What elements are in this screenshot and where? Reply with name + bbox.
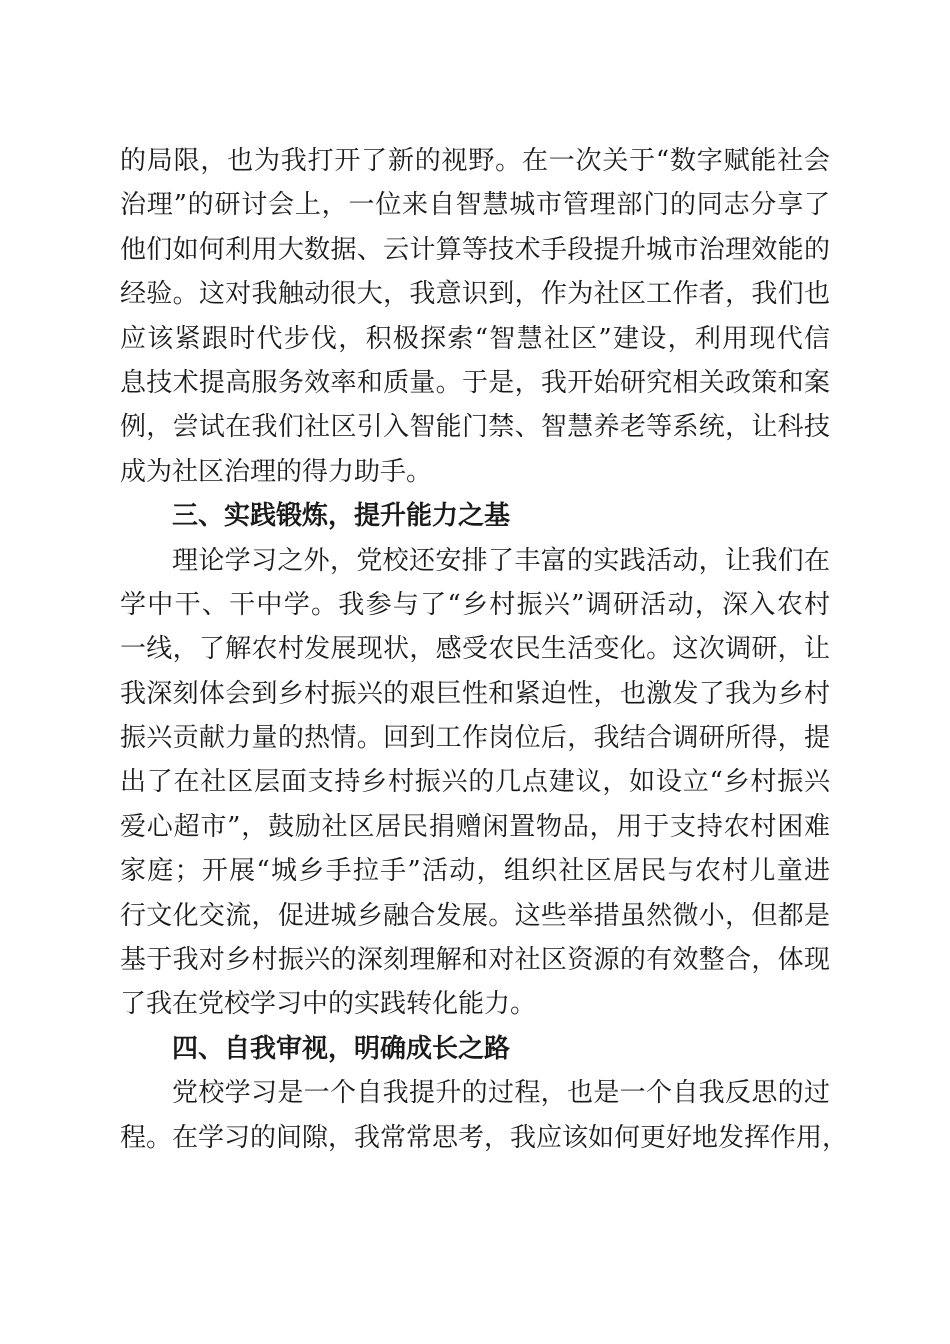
text-line: 一线，了解农村发展现状，感受农民生活变化。这次调研，让 (120, 634, 830, 665)
text-line: 应该紧跟时代步伐，积极探索“智慧社区”建设，利用现代信 (120, 323, 830, 354)
text-line: 出了在社区层面支持乡村振兴的几点建议，如设立“乡村振兴 (120, 767, 830, 798)
text-line: 例，尝试在我们社区引入智能门禁、智慧养老等系统，让科技 (120, 412, 830, 443)
text-line: 息技术提高服务效率和质量。于是，我开始研究相关政策和案 (120, 367, 830, 398)
text-line: 的局限，也为我打开了新的视野。在一次关于“数字赋能社会 (120, 146, 830, 176)
text-line: 了我在党校学习中的实践转化能力。 (120, 989, 537, 1020)
document-body (120, 139, 849, 1160)
text-line: 理论学习之外，党校还安排了丰富的实践活动，让我们在 (172, 545, 830, 576)
text-line: 家庭；开展“城乡手拉手”活动，组织社区居民与农村儿童进 (120, 856, 830, 887)
section-heading-4: 四、自我审视，明确成长之路 (172, 1033, 511, 1064)
section-heading-3: 三、实践锻炼，提升能力之基 (172, 501, 511, 532)
text-line: 经验。这对我触动很大，我意识到，作为社区工作者，我们也 (120, 279, 830, 310)
text-line: 程。在学习的间隙，我常常思考，我应该如何更好地发挥作用， (120, 1122, 849, 1153)
text-line: 成为社区治理的得力助手。 (120, 456, 433, 487)
text-line: 他们如何利用大数据、云计算等技术手段提升城市治理效能的 (120, 234, 830, 265)
text-line: 振兴贡献力量的热情。回到工作岗位后，我结合调研所得，提 (120, 723, 830, 754)
text-line: 基于我对乡村振兴的深刻理解和对社区资源的有效整合，体现 (120, 945, 830, 976)
text-line: 学中干、干中学。我参与了“乡村振兴”调研活动，深入农村 (120, 589, 830, 620)
text-line: 行文化交流，促进城乡融合发展。这些举措虽然微小，但都是 (120, 900, 830, 931)
text-line: 我深刻体会到乡村振兴的艰巨性和紧迫性，也激发了我为乡村 (120, 678, 830, 709)
text-line: 爱心超市”，鼓励社区居民捐赠闲置物品，用于支持农村困难 (120, 811, 830, 842)
text-line: 党校学习是一个自我提升的过程，也是一个自我反思的过 (172, 1078, 830, 1109)
text-line: 治理”的研讨会上，一位来自智慧城市管理部门的同志分享了 (120, 190, 830, 221)
